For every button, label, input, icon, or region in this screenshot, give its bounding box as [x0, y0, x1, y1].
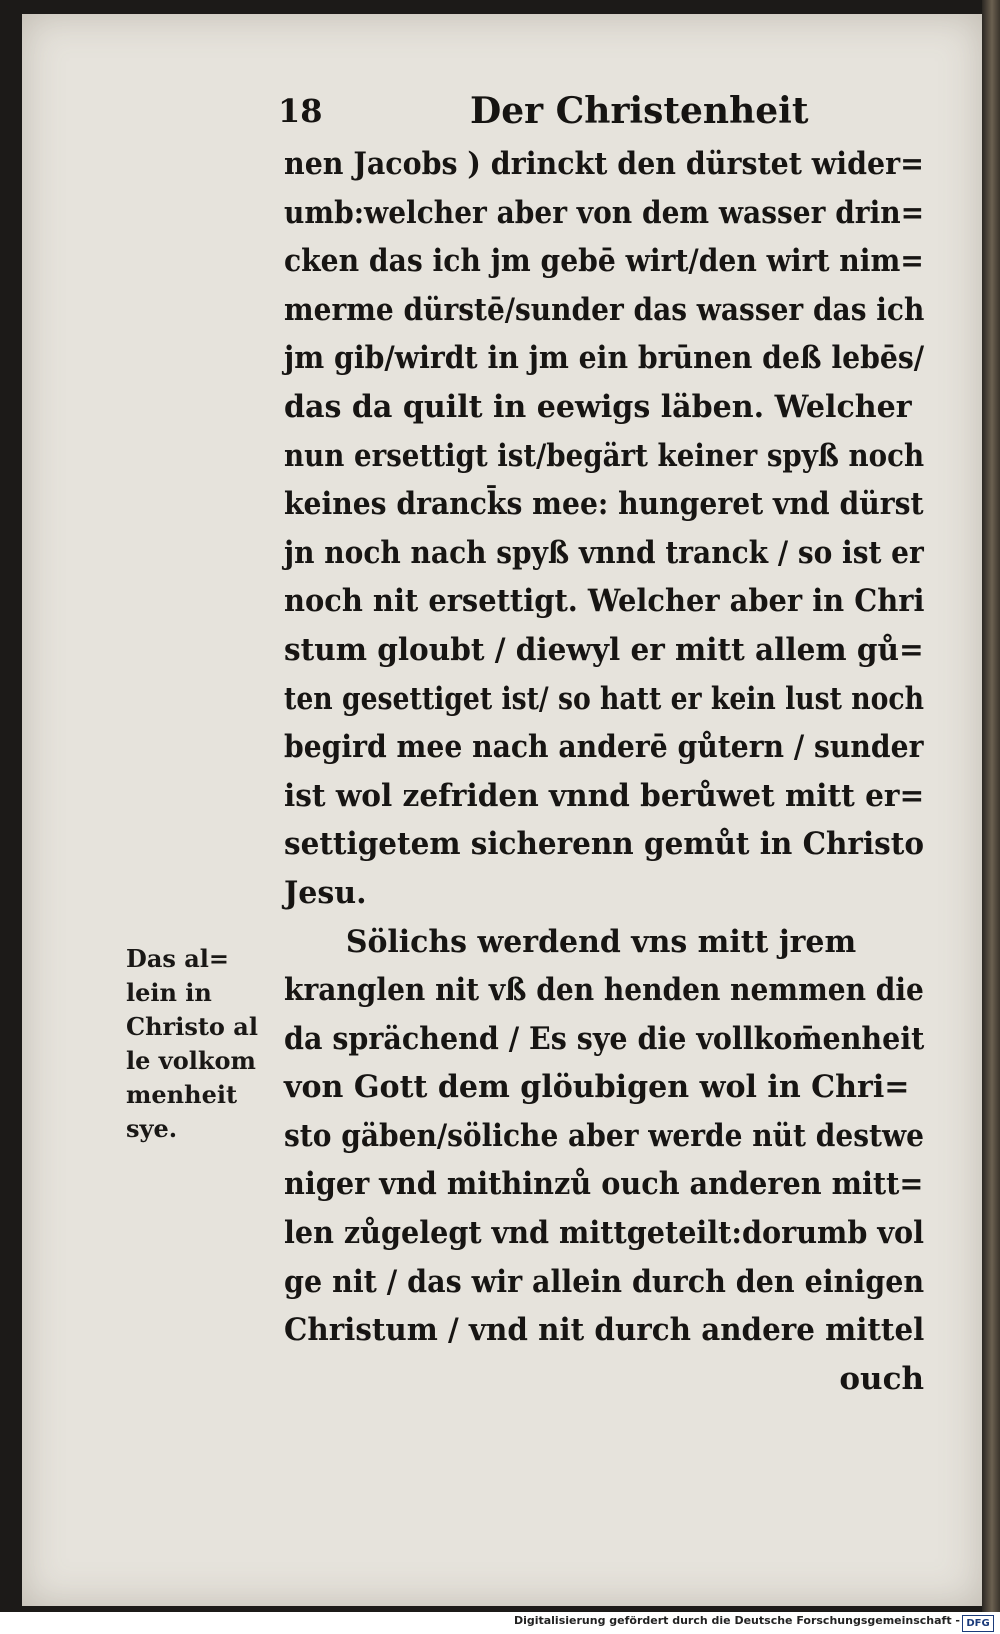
text-line: von Gott dem glöubigen wol in Chri= — [284, 1069, 910, 1106]
marginal-note — [126, 942, 276, 1146]
text-line: nun ersettigt ist/begärt keiner spyß noch — [284, 437, 925, 474]
text-line: jn noch nach spyß vnnd tranck / so ist er — [284, 534, 924, 571]
text-line: niger vnd mithinzů ouch anderen mitt= — [284, 1166, 924, 1203]
funding-notice: Digitalisierung gefördert durch die Deutsche Forschungsgemeinschaft - — [513, 1614, 960, 1627]
dfg-logo: DFG — [962, 1615, 994, 1632]
text-line: jm gib/wirdt in jm ein brūnen deß lebēs/ — [284, 340, 925, 377]
text-line: das da quilt in eewigs läben. Welcher — [284, 388, 912, 425]
text-line: nen Jacobs ) drinckt den dürstet wider= — [284, 146, 924, 182]
text-line: da sprächend / Es sye die vollkom̄enheit — [284, 1020, 925, 1057]
text-line: merme dürstē/sunder das wasser das ich — [284, 291, 925, 328]
marginal-line: lein in — [126, 978, 212, 1007]
text-line: umb:welcher aber von dem wasser drin= — [284, 194, 925, 231]
text-line: cken das ich jm gebē wirt/den wirt nim= — [284, 243, 924, 280]
body-text — [284, 140, 944, 1403]
catchword: ouch — [839, 1360, 924, 1397]
page-number: 18 — [278, 92, 323, 130]
text-line: sto gäben/söliche aber werde nüt destwe — [284, 1117, 925, 1154]
text-line: len zůgelegt vnd mittgeteilt:dorumb vol — [284, 1215, 924, 1252]
marginal-line: le volkom — [126, 1046, 256, 1075]
text-line: ten gesettiget ist/ so hatt er kein lust noch — [284, 680, 925, 717]
running-head: Der Christenheit — [470, 90, 809, 132]
text-line: noch nit ersettigt. Welcher aber in Chri — [284, 583, 925, 620]
text-line: ge nit / das wir allein durch den einigen — [284, 1263, 925, 1300]
text-line: Sölichs werdend vns mitt jrem — [345, 923, 857, 960]
text-line: keines dranck̄s mee: hungeret vnd dürst — [284, 486, 924, 523]
text-line: ist wol zefriden vnnd berůwet mitt er= — [284, 777, 925, 814]
marginal-line: sye. — [126, 1114, 178, 1143]
marginal-line: Christo al — [126, 1012, 258, 1041]
text-line: kranglen nit vß den henden nemmen die — [284, 972, 924, 1009]
marginal-line: menheit — [126, 1080, 238, 1109]
text-line: settigetem sicherenn gemůt in Christo — [284, 826, 924, 863]
text-line: begird mee nach anderē gůtern / sunder — [284, 729, 924, 766]
footer-bar — [0, 1612, 1000, 1634]
text-line: stum gloubt / diewyl er mitt allem gů= — [284, 631, 924, 668]
marginal-line: Das al= — [126, 944, 230, 973]
text-line: Jesu. — [284, 874, 367, 911]
page-edge — [982, 0, 1000, 1612]
text-line: Christum / vnd nit durch andere mittel — [284, 1312, 925, 1349]
